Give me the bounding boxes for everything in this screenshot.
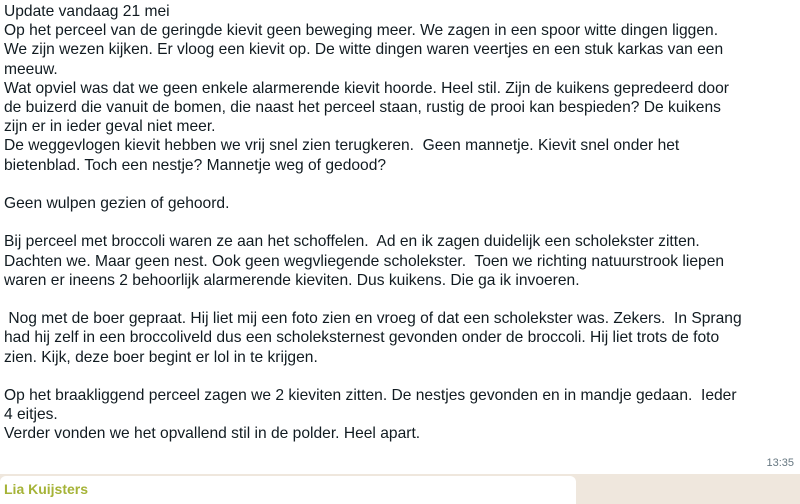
message-line: zien. Kijk, deze boer begint er lol in te krijgen. bbox=[4, 348, 318, 366]
message-line: Dachten we. Maar geen nest. Ook geen wegvliegende scholekster. Toen we richting natuurstrook liepen bbox=[4, 252, 725, 270]
message-line: Update vandaag 21 mei bbox=[4, 3, 170, 20]
message-line: Wat opviel was dat we geen enkele alarmerende kievit hoorde. Heel stil. Zijn de kuikens gepredeerd door bbox=[4, 79, 729, 97]
message-line: zijn er in ieder geval niet meer. bbox=[4, 118, 216, 136]
message-line: had hij zelf in een broccoliveld dus een scholeksternest gevonden onder de broccoli. Hij liet trots de foto bbox=[4, 329, 720, 347]
message-line: We zijn wezen kijken. Er vloog een kievit op. De witte dingen waren veertjes en een stuk karkas van een bbox=[4, 41, 724, 59]
message-line: De weggevlogen kievit hebben we vrij snel zien terugkeren. Geen mannetje. Kievit snel onder het bbox=[4, 137, 680, 155]
message-line: meeuw. bbox=[4, 60, 58, 78]
message-line: Op het braakliggend perceel zagen we 2 kieviten zitten. De nestjes gevonden en in mandje gedaan. Ieder bbox=[4, 387, 737, 405]
message-timestamp: 13:35 bbox=[766, 457, 794, 469]
message-line: de buizerd die vanuit de bomen, die naast het perceel staan, rustig de prooi kan bespieden? De kuikens bbox=[4, 99, 721, 117]
message-text bbox=[4, 2, 796, 444]
message-line: Geen wulpen gezien of gehoord. bbox=[4, 195, 230, 213]
message-line: Bij perceel met broccoli waren ze aan het schoffelen. Ad en ik zagen duidelijk een scholekster zitten. bbox=[4, 233, 700, 251]
sender-name[interactable]: Lia Kuijsters bbox=[4, 481, 89, 497]
message-line: 4 eitjes. bbox=[4, 406, 58, 424]
message-line: Op het perceel van de geringde kievit geen beweging meer. We zagen in een spoor witte dingen liggen. bbox=[4, 22, 719, 40]
message-line: waren er ineens 2 behoorlijk alarmerende kieviten. Dus kuikens. Die ga ik invoeren. bbox=[4, 271, 580, 289]
next-message-bubble bbox=[0, 476, 576, 504]
message-line: Nog met de boer gepraat. Hij liet mij een foto zien en vroeg of dat een scholekster was. Zekers. In Sprang bbox=[4, 310, 742, 328]
message-line: Verder vonden we het opvallend stil in de polder. Heel apart. bbox=[4, 425, 421, 443]
message-line: bietenblad. Toch een nestje? Mannetje weg of gedood? bbox=[4, 156, 387, 174]
